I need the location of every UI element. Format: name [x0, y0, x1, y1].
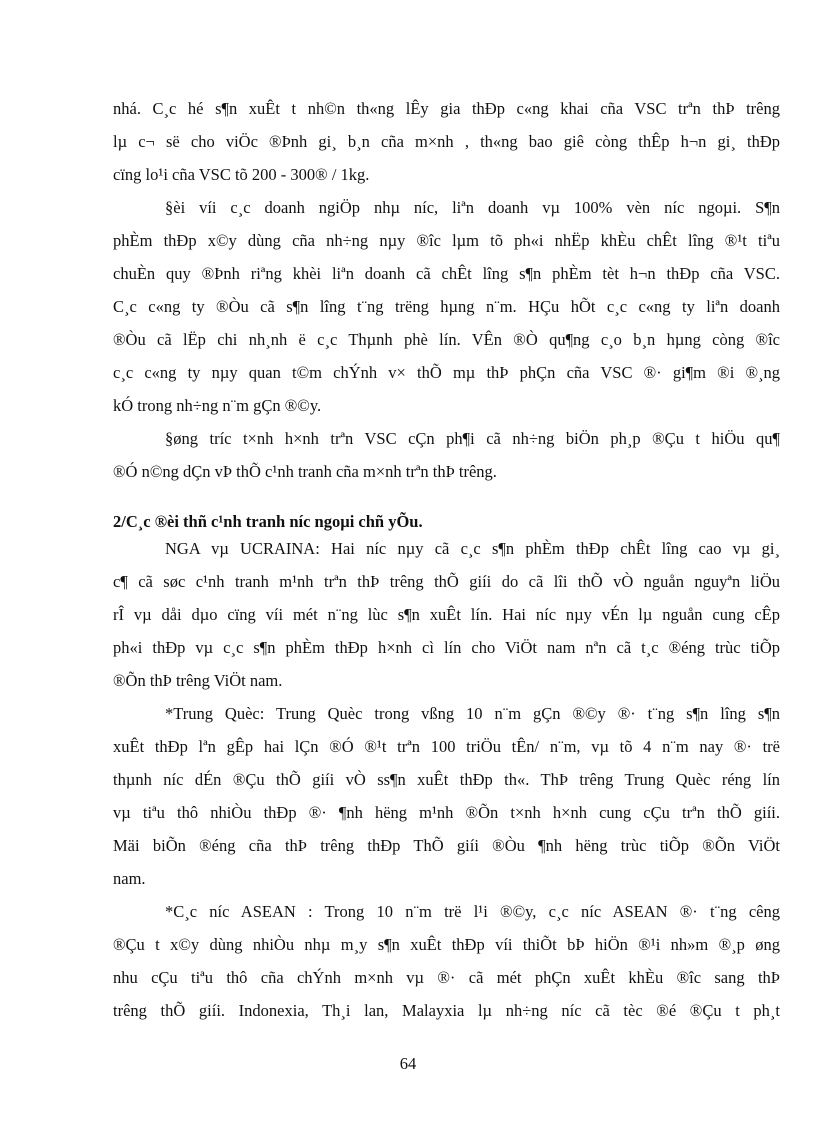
text-line: c¸c c«ng ty nµy quan t©m chÝnh v× thÕ mµ thÞ phÇn cña VSC ®· gi¶m ®i ®¸ng	[113, 363, 780, 382]
text-line: rÎ vµ dåi dµo cïng víi mét n¨ng lùc s¶n xuÊt lín. Hai níc nµy vÉn lµ nguån cung cÊp	[113, 605, 780, 624]
text-line: §èi víi c¸c doanh ngiÖp nhµ níc, liªn doanh vµ 100% vèn níc ngoµi. S¶n	[165, 198, 780, 217]
text-line: cïng lo¹i cña VSC tõ 200 - 300® / 1kg.	[113, 165, 370, 184]
text-line: *C¸c níc ASEAN : Trong 10 n¨m trë l¹i ®©y, c¸c níc ASEAN ®· t¨ng cêng	[165, 902, 780, 921]
text-line: ®Õn thÞ trêng ViÖt nam.	[113, 671, 283, 690]
text-line: nhu cÇu tiªu thô cña chÝnh m×nh vµ ®· cã mét phÇn xuÊt khÈu ®îc sang thÞ	[113, 968, 780, 987]
text-line: Mäi biÕn ®éng cña thÞ trêng thÐp ThÕ giíi ®Òu ¶nh hëng trùc tiÕp ®Õn ViÖt	[113, 836, 780, 855]
text-line: nam.	[113, 869, 146, 888]
text-line: nhá. C¸c hé s¶n xuÊt t nh©n th«ng lÊy gia thÐp c«ng khai cña VSC trªn thÞ trêng	[113, 99, 780, 118]
text-line: chuÈn quy ®Þnh riªng khèi liªn doanh cã chÊt lîng s¶n phÈm tèt h¬n thÐp cña VSC.	[113, 264, 780, 283]
text-line: §øng tríc t×nh h×nh trªn VSC cÇn ph¶i cã nh÷ng biÖn ph¸p ®Çu t hiÖu qu¶	[165, 429, 780, 448]
page-number: 64	[399, 1054, 417, 1073]
section-heading: 2/C¸c ®èi thñ c¹nh tranh níc ngoµi chñ yÕu.	[113, 512, 423, 531]
text-line: ph«i thÐp vµ c¸c s¶n phÈm thÐp h×nh cì lín cho ViÖt nam nªn cã t¸c ®éng trùc tiÕp	[113, 638, 780, 657]
text-line: C¸c c«ng ty ®Òu cã s¶n lîng t¨ng trëng hµng n¨m. HÇu hÕt c¸c c«ng ty liªn doanh	[113, 297, 780, 316]
text-line: c¶ cã søc c¹nh tranh m¹nh trªn thÞ trêng thÕ giíi do cã lîi thÕ vÒ nguån nguyªn liÖu	[113, 572, 780, 591]
text-line: xuÊt thÐp lªn gÊp hai lÇn ®Ó ®¹t trªn 100 triÖu tÊn/ n¨m, vµ tõ 4 n¨m nay ®· trë	[113, 737, 780, 756]
text-line: *Trung Quèc: Trung Quèc trong vßng 10 n¨m gÇn ®©y ®· t¨ng s¶n lîng s¶n	[165, 704, 780, 723]
text-line: vµ tiªu thô nhiÒu thÐp ®· ¶nh hëng m¹nh ®Õn t×nh h×nh cung cÇu trªn thÕ giíi.	[113, 803, 780, 822]
text-line: ®Çu t x©y dùng nhiÒu nhµ m¸y s¶n xuÊt thÐp víi thiÕt bÞ hiÖn ®¹i nh»m ®¸p øng	[113, 935, 780, 954]
text-line: thµnh níc dÉn ®Çu thÕ giíi vÒ ss¶n xuÊt thÐp th«. ThÞ trêng Trung Quèc réng lín	[113, 770, 780, 789]
text-line: trêng thÕ giíi. Indonexia, Th¸i lan, Malayxia lµ nh÷ng níc cã tèc ®é ®Çu t ph¸t	[113, 1001, 780, 1020]
text-line: phÈm thÐp x©y dùng cña nh÷ng nµy ®îc lµm tõ ph«i nhËp khÈu chÊt lîng ®¹t tiªu	[113, 231, 780, 250]
text-line: ®Òu cã lËp chi nh¸nh ë c¸c Thµnh phè lín. VÊn ®Ò qu¶ng c¸o b¸n hµng còng ®îc	[113, 330, 780, 349]
text-line: NGA vµ UCRAINA: Hai níc nµy cã c¸c s¶n phÈm thÐp chÊt lîng cao vµ gi¸	[165, 539, 780, 558]
text-line: lµ c¬ së cho viÖc ®Þnh gi¸ b¸n cña m×nh , th«ng bao giê còng thÊp h¬n gi¸ thÐp	[113, 132, 780, 151]
text-line: ®Ó n©ng dÇn vÞ thÕ c¹nh tranh cña m×nh trªn thÞ trêng.	[113, 462, 497, 481]
text-line: kÓ trong nh÷ng n¨m gÇn ®©y.	[113, 396, 322, 415]
